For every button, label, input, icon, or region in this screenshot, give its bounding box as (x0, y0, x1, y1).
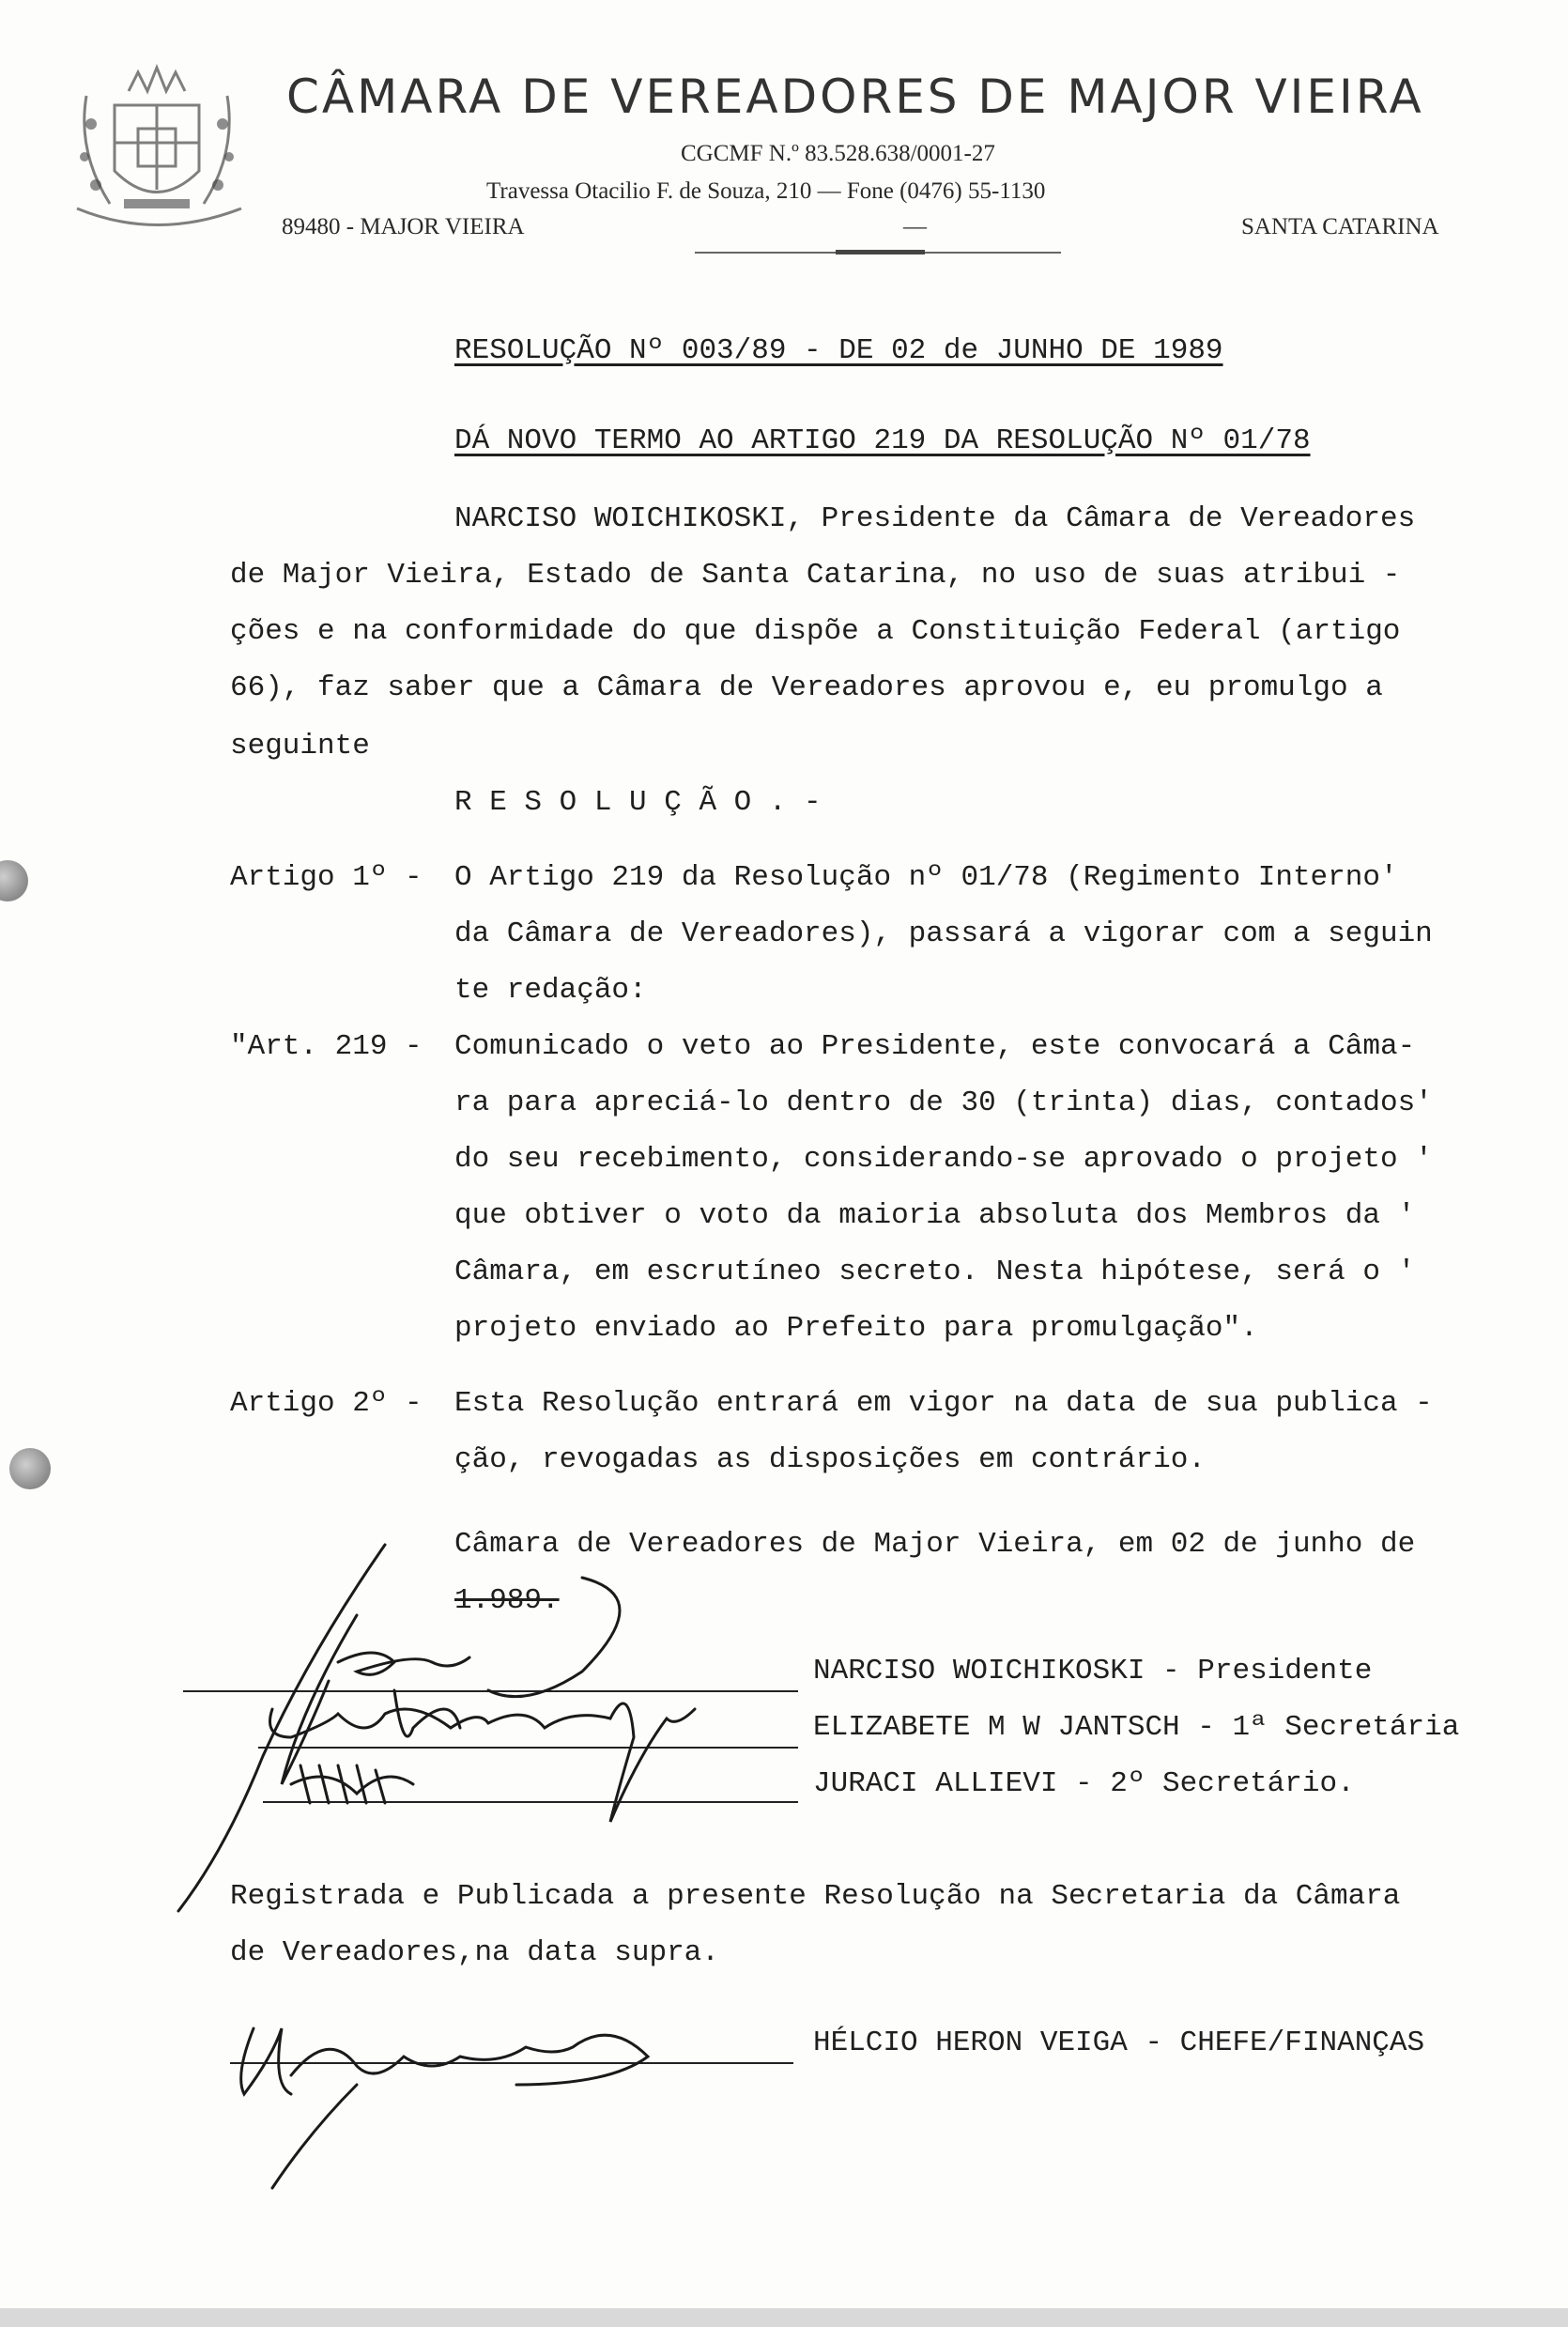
letterhead-dash: — (903, 214, 927, 239)
signatory-first-secretary: ELIZABETE M W JANTSCH - 1ª Secretária (813, 1711, 1460, 1744)
article-219-label: "Art. 219 - (230, 1030, 423, 1063)
preamble-line-4: 66), faz saber que a Câmara de Vereadores aprovou e, eu promulgo a (230, 671, 1383, 704)
chamber-name-heading: CÂMARA DE VEREADORES DE MAJOR VIEIRA (286, 69, 1424, 124)
closing-line-1: Câmara de Vereadores de Major Vieira, em 02 de junho de (454, 1528, 1416, 1561)
article-2-line-2: ção, revogadas as disposições em contrário. (454, 1443, 1206, 1476)
article-219-line-2: ra para apreciá-lo dentro de 30 (trinta) dias, contados' (454, 1086, 1433, 1119)
article-1-label: Artigo 1º - (230, 861, 423, 894)
preamble-line-5: seguinte (230, 730, 370, 763)
article-219-line-1: Comunicado o veto ao Presidente, este convocará a Câma- (454, 1030, 1416, 1063)
article-1-line-3: te redação: (454, 974, 647, 1007)
signatory-finance: HÉLCIO HERON VEIGA - CHEFE/FINANÇAS (813, 2026, 1425, 2059)
article-219-line-5: Câmara, em escrutíneo secreto. Nesta hipótese, será o ' (454, 1256, 1416, 1288)
article-2-label: Artigo 2º - (230, 1387, 423, 1420)
article-219-line-3: do seu recebimento, considerando-se aprovado o projeto ' (454, 1143, 1433, 1176)
finance-handwritten-signature (216, 1991, 704, 2197)
resolution-title: RESOLUÇÃO Nº 003/89 - DE 02 de JUNHO DE 1989 (454, 334, 1223, 367)
state-name: SANTA CATARINA (1241, 214, 1439, 239)
address-phone: Travessa Otacilio F. de Souza, 210 — Fone (0476) 55-1130 (486, 178, 1046, 204)
resolution-subject: DÁ NOVO TERMO AO ARTIGO 219 DA RESOLUÇÃO Nº 01/78 (454, 424, 1311, 457)
preamble-line-1: NARCISO WOICHIKOSKI, Presidente da Câmara de Vereadores (454, 502, 1416, 535)
signatory-president: NARCISO WOICHIKOSKI - Presidente (813, 1655, 1373, 1687)
registration-line-2: de Vereadores,na data supra. (230, 1936, 719, 1969)
article-2-line-1: Esta Resolução entrará em vigor na data de sua publica - (454, 1387, 1433, 1420)
resolution-heading: R E S O L U Ç Ã O . - (454, 786, 822, 819)
closing-line-2: 1.989. (454, 1584, 560, 1617)
punch-hole-top (0, 860, 28, 902)
preamble-line-3: ções e na conformidade do que dispõe a Constituição Federal (artigo (230, 615, 1401, 648)
signatory-second-secretary: JURACI ALLIEVI - 2º Secretário. (813, 1767, 1355, 1800)
handwritten-signatures (169, 1540, 826, 1925)
article-1-line-1: O Artigo 219 da Resolução nº 01/78 (Regimento Interno' (454, 861, 1398, 894)
article-219-line-6: projeto enviado ao Prefeito para promulgação". (454, 1312, 1258, 1345)
cgc-number: CGCMF N.º 83.528.638/0001-27 (681, 141, 995, 166)
letterhead-divider-accent (836, 250, 925, 254)
scan-edge (0, 2308, 1568, 2327)
city-zip: 89480 - MAJOR VIEIRA (282, 214, 525, 239)
punch-hole-bottom (9, 1448, 51, 1489)
registration-line-1: Registrada e Publicada a presente Resolução na Secretaria da Câmara (230, 1880, 1401, 1913)
preamble-line-2: de Major Vieira, Estado de Santa Catarina, no uso de suas atribui - (230, 559, 1401, 592)
municipal-crest-icon (58, 49, 260, 246)
article-219-line-4: que obtiver o voto da maioria absoluta dos Membros da ' (454, 1199, 1416, 1232)
article-1-line-2: da Câmara de Vereadores), passará a vigorar com a seguin (454, 917, 1433, 950)
